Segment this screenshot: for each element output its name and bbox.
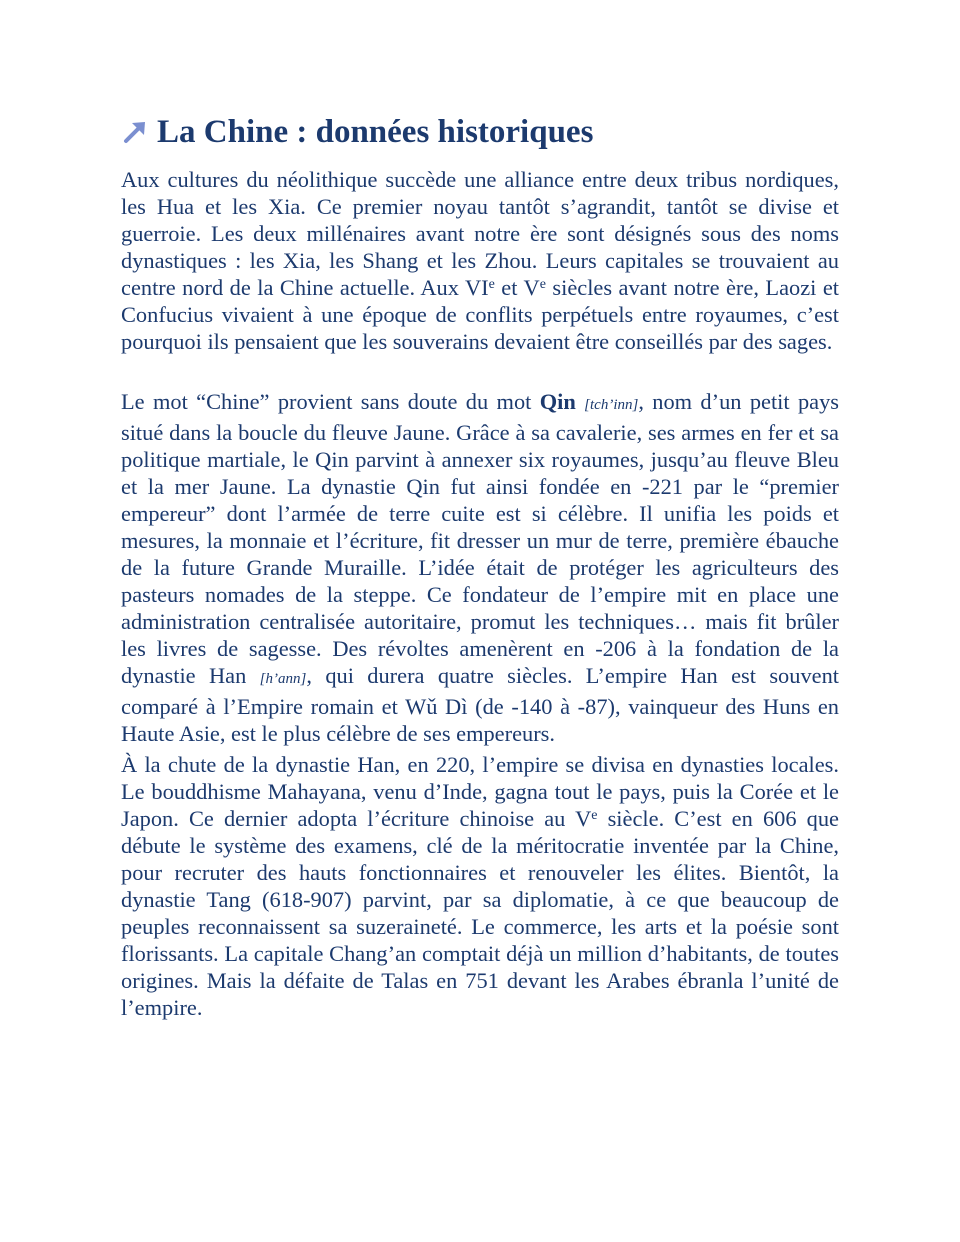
- p1-sup-1: e: [488, 277, 495, 292]
- p3-text-1: À la chute de la dynastie Han, en 220, l’empire se divisa en dynasties locales. Le bouddhisme Mahayana, venu d’Inde, gagna tout le pays, puis la Corée et le Japon. Ce dernier adopta l’écriture chinoise au V: [121, 752, 839, 831]
- p1-text-2: et V: [494, 275, 540, 300]
- paragraph-neolithic: [121, 166, 839, 355]
- p1-text-3: siècles avant notre ère, Laozi et Confucius vivaient à une époque de conflits perpétuels entre royaumes, c’est pourquoi ils pensaient que les souverains devaient être conseillés par des sages.: [121, 275, 839, 354]
- p2-text-2: , nom d’un petit pays situé dans la boucle du fleuve Jaune. Grâce à sa cavalerie, ses armes en fer et sa politique martiale, le Qin parvint à annexer six royaumes, jusqu’au fleuve Bleu et la mer Jaune. La dynastie Qin fut ainsi fondée en -221 par le “premier empereur” dont l’armée de terre cuite est si célèbre. Il unifia les poids et mesures, la monnaie et l’écriture, fit dresser un mur de terre, première ébauche de la future Grande Muraille. L’idée était de protéger les agriculteurs des pasteurs nomades de la steppe. Ce fondateur de l’empire mit en place une administration centralisée autoritaire, promut les techniques… mais fit brûler les livres de sagesse. Des révoltes amenèrent en -206 à la fondation de la dynastie Han: [121, 389, 840, 688]
- p3-sup-1: e: [591, 808, 598, 823]
- p1-sup-2: e: [539, 277, 546, 292]
- p2-text-1: Le mot “Chine” provient sans doute du mot: [121, 389, 540, 414]
- p1-text-1: Aux cultures du néolithique succède une alliance entre deux tribus nordiques, les Hua et les Xia. Ce premier noyau tantôt s’agrandit, tantôt se divise et guerroie. Les deux millénaires avant notre ère sont désignés sous des noms dynastiques : les Xia, les Shang et les Zhou. Leurs capitales se trouvaient au centre nord de la Chine actuelle. Aux VI: [121, 167, 839, 300]
- p2-pronunciation-qin: [tch’inn]: [584, 397, 639, 413]
- paragraph-tang: [121, 751, 839, 1021]
- paragraph-qin-han: [121, 388, 839, 747]
- document-page: [121, 112, 839, 1021]
- arrow-up-right-icon: [121, 118, 149, 146]
- p2-pronunciation-han: [h’ann]: [259, 671, 307, 687]
- page-title: La Chine : données historiques: [157, 114, 594, 150]
- p3-text-2: siècle. C’est en 606 que débute le système des examens, clé de la méritocratie inventée par la Chine, pour recruter des hauts fonctionnaires et renouveler les élites. Bientôt, la dynastie Tang (618-907) parvint, par sa diplomatie, à ce que beaucoup de peuples reconnaissent sa suzeraineté. Le commerce, les arts et la poésie sont florissants. La capitale Chang’an comptait déjà un million d’habitants, de toutes origines. Mais la défaite de Talas en 751 devant les Arabes ébranla l’unité de l’empire.: [121, 806, 839, 1020]
- p2-bold-qin: Qin: [539, 389, 576, 414]
- title-row: [121, 112, 839, 152]
- p2-text-3: , qui durera quatre siècles. L’empire Han est souvent comparé à l’Empire romain et Wǔ Dì (de -140 à -87), vainqueur des Huns en Haute Asie, est le plus célèbre de ses empereurs.: [121, 663, 839, 746]
